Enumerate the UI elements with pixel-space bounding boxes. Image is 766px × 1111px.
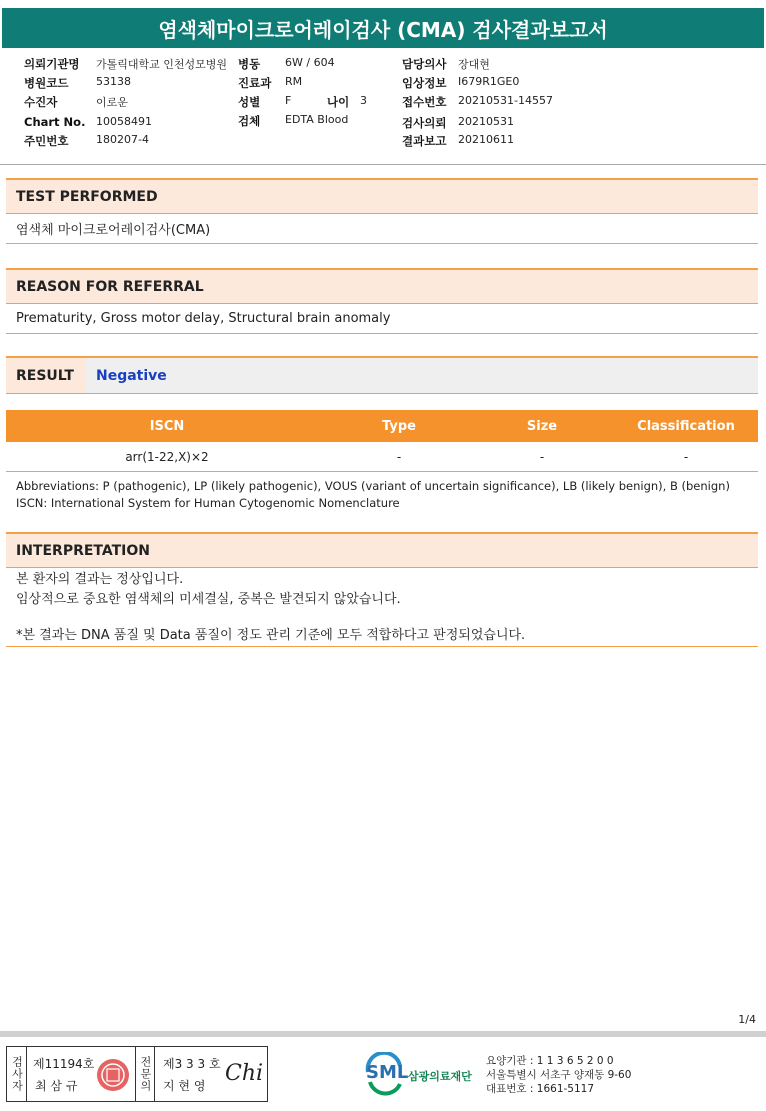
examiner-number: 제11194호 <box>33 1057 95 1071</box>
interpretation-line2: 임상적으로 중요한 염색체의 미세결실, 중복은 발견되지 않았습니다. <box>16 592 401 607</box>
col-size: Size <box>526 418 558 434</box>
specialist-number: 제3 3 3 호 <box>163 1057 221 1071</box>
interpretation-line3: *본 결과는 DNA 품질 및 Data 품질이 정도 관리 기준에 모두 적합하다고 판정되었습니다. <box>16 628 526 643</box>
org-phone: 대표번호 : 1661-5117 <box>486 1083 595 1095</box>
referral-value: Prematurity, Gross motor delay, Structural brain anomaly <box>6 304 758 334</box>
interpretation-body <box>16 570 756 646</box>
examinee-label: 수진자 <box>24 95 58 109</box>
signature: Chi <box>225 1061 264 1086</box>
result-label: RESULT <box>6 358 86 393</box>
sex-label: 성별 <box>238 95 261 109</box>
test-performed-heading: TEST PERFORMED <box>6 178 758 214</box>
col-type: Type <box>382 418 416 434</box>
page-number: 1/4 <box>738 1013 756 1026</box>
specimen-label: 검체 <box>238 114 261 128</box>
request-date-value: 20210531 <box>458 115 514 128</box>
result-value: Negative <box>86 358 758 393</box>
physician-label: 담당의사 <box>402 57 447 71</box>
col-iscn: ISCN <box>149 418 185 434</box>
examiner-name: 최 삼 규 <box>35 1079 78 1093</box>
examinee-value: 이로운 <box>96 96 128 109</box>
interpretation-heading: INTERPRETATION <box>6 532 758 568</box>
org-name: 삼광의료재단 <box>408 1070 472 1083</box>
specimen-value: EDTA Blood <box>285 113 349 126</box>
receipt-label: 접수번호 <box>402 95 447 109</box>
age-value: 3 <box>360 94 367 107</box>
table-row <box>6 442 758 472</box>
logo-text: SML <box>366 1062 409 1083</box>
ward-value: 6W / 604 <box>285 56 335 69</box>
clinical-info-label: 임상정보 <box>402 76 447 90</box>
specialist-name: 지 현 영 <box>163 1079 206 1093</box>
chart-label: Chart No. <box>24 115 86 129</box>
resident-value: 180207-4 <box>96 133 149 146</box>
institution-label: 의뢰기관명 <box>24 57 80 71</box>
interpretation-line1: 본 환자의 결과는 정상입니다. <box>16 572 184 587</box>
result-table-header <box>6 410 758 442</box>
chart-value: 10058491 <box>96 115 152 128</box>
cell-iscn: arr(1-22,X)×2 <box>125 449 209 464</box>
report-title: 염색체마이크로어레이검사 (CMA) 검사결과보고서 <box>2 8 764 48</box>
receipt-value: 20210531-14557 <box>458 94 553 107</box>
clinical-info-value: I679R1GE0 <box>458 75 520 88</box>
resident-label: 주민번호 <box>24 134 69 148</box>
hospital-code-label: 병원코드 <box>24 76 69 90</box>
institution-value: 가톨릭대학교 인천성모병원 <box>96 58 228 71</box>
test-performed-value: 염색체 마이크로어레이검사(CMA) <box>6 214 758 244</box>
seal-icon <box>95 1057 131 1093</box>
abbreviations-line1: Abbreviations: P (pathogenic), LP (likely pathogenic), VOUS (variant of uncertain significance), LB (likely benign), B (benign) <box>16 479 730 493</box>
abbreviations <box>16 478 756 512</box>
specialist-vertical-label: 전문의 <box>135 1047 155 1101</box>
org-code: 요양기관 : 1 1 3 6 5 2 0 0 <box>486 1055 614 1067</box>
signature-box <box>6 1046 268 1102</box>
referral-heading: REASON FOR REFERRAL <box>6 268 758 304</box>
org-info <box>486 1054 631 1096</box>
report-date-value: 20210611 <box>458 133 514 146</box>
examiner-vertical-label: 검사자 <box>7 1047 27 1101</box>
department-value: RM <box>285 75 303 88</box>
ward-label: 병동 <box>238 57 261 71</box>
result-row <box>6 356 758 394</box>
age-label: 나이 <box>327 95 350 109</box>
cell-type: - <box>396 449 402 464</box>
sex-value: F <box>285 94 292 107</box>
physician-value: 장대현 <box>458 58 490 71</box>
request-date-label: 검사의뢰 <box>402 116 447 130</box>
cell-size: - <box>539 449 545 464</box>
interpretation-divider <box>6 646 758 647</box>
org-address: 서울특별시 서초구 양재동 9-60 <box>486 1069 632 1081</box>
report-date-label: 결과보고 <box>402 134 447 148</box>
header-divider <box>0 164 766 165</box>
cell-classification: - <box>683 449 689 464</box>
col-classification: Classification <box>637 418 735 434</box>
abbreviations-line2: ISCN: International System for Human Cytogenomic Nomenclature <box>16 496 400 510</box>
hospital-code-value: 53138 <box>96 75 131 88</box>
department-label: 진료과 <box>238 76 272 90</box>
patient-info <box>0 54 766 164</box>
